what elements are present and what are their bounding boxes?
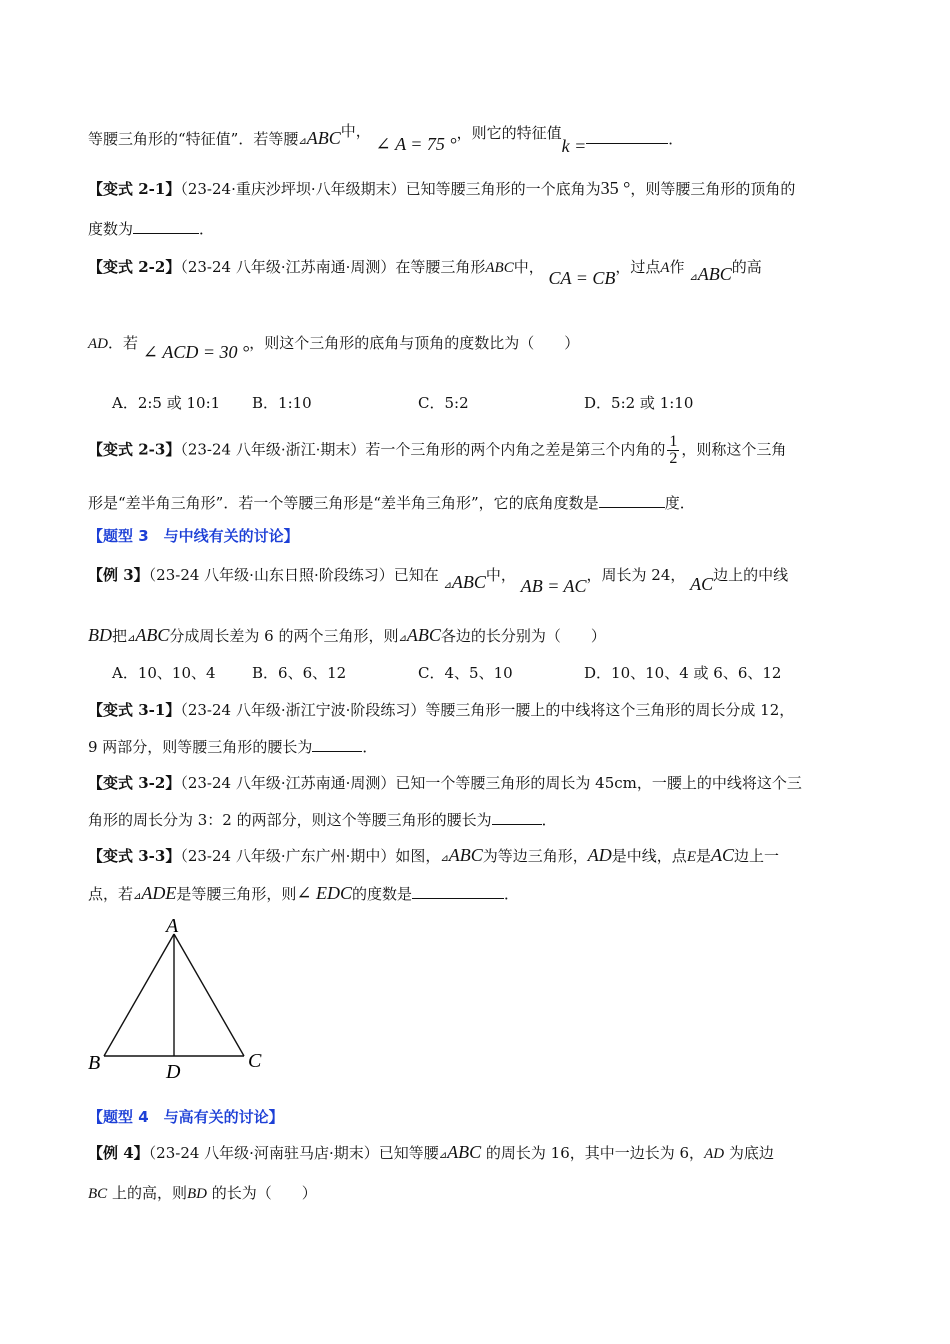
variant-3-1-tag: 【变式 3-1】 [88,701,181,719]
triangle-abc: ABC [306,128,341,148]
option-d[interactable]: D．5:2 或 1:10 [584,394,694,412]
variant-2-3-line2 [88,493,695,513]
intro-text-2: 中， [340,122,371,140]
example-4-text-2: 为底边 [724,1144,774,1162]
variant-3-1-end: ． [362,738,378,756]
variant-2-2-tag: 【变式 2-2】 [88,258,181,276]
intro-text: 等腰三角形的“特征值”．若等腰 [88,130,299,148]
angle-a-formula: ∠ A = 75 ° [375,134,457,154]
variant-3-3-text-7: 的度数是 [352,885,413,903]
variant-3-1-line2 [88,737,377,757]
angle-edc: ∠ EDC [296,883,353,903]
variant-3-2-line2 [88,810,557,830]
intro-line [88,122,684,156]
point-a: A [660,260,670,276]
answer-blank[interactable] [412,884,504,899]
section-heading-3: 【题型 3 与中线有关的讨论】 [88,527,299,545]
variant-2-3-line1 [88,434,786,467]
answer-blank[interactable] [312,737,362,752]
ca-equals-cb: CA = CB [548,268,616,288]
intro-end: ． [668,130,684,148]
triangle-abc: ABC [697,264,732,284]
example-4-line2 [88,1183,317,1204]
variant-2-3-text-2: 形是“差半角三角形”．若一个等腰三角形是“差半角三角形”，它的底角度数是 [88,494,599,512]
answer-blank[interactable] [492,810,542,825]
variant-2-1-line1 [88,178,795,199]
triangle-abc: ABC [406,625,441,645]
example-3-tag: 【例 3】 [88,566,149,584]
example-3-text: 中， [485,566,516,584]
fraction-numerator: 1 [669,433,678,450]
base-bc: BC [88,1186,108,1202]
triangle-symbol: ⊿ [298,136,307,147]
example-4-source: （23-24 八年级·河南驻马店·期末）已知等腰 [148,1144,439,1162]
triangle-abc: ABC [451,572,486,592]
variant-2-2-line2 [88,332,580,362]
example-3-question: 各边的长分别为（ ） [440,627,606,645]
variant-2-3-source: （23-24 八年级·浙江·期末）若一个三角形的两个内角之差是第三个内角的 [180,440,666,459]
answer-blank[interactable] [586,129,668,144]
variant-2-2-source: （23-24 八年级·江苏南通·周测）在等腰三角形 [180,258,486,276]
base-angle-value: 35 ° [600,178,631,198]
variant-2-2-text-4: 的高 [731,258,762,276]
example-4-tag: 【例 4】 [88,1144,149,1162]
variant-2-2-text-3: 作 [669,258,685,276]
triangle-symbol: ⊿ [443,580,452,591]
triangle-abc: ABC [485,260,514,276]
option-d[interactable]: D．10、10、4 或 6、6、12 [584,664,782,682]
triangle-abc: ABC [447,1142,482,1162]
altitude-ad: AD [704,1146,725,1162]
triangle-ade: ADE [141,883,177,903]
option-b[interactable]: B．6、6、12 [252,664,347,682]
variant-3-1-line1 [88,700,794,720]
variant-3-3-text-3: 是 [695,847,711,865]
intro-text-3: ，则它的特征值 [456,124,562,142]
example-3-text-3: 边上的中线 [713,566,789,584]
variant-2-1-end: ． [199,220,215,238]
side-ac: AC [690,574,714,594]
variant-2-3-tag: 【变式 2-3】 [88,440,181,459]
triangle-symbol: ⊿ [127,633,136,644]
triangle-abc: ABC [135,625,170,645]
example-4-text: 的周长为 16，其中一边长为 6， [481,1144,705,1162]
triangle-symbol: ⊿ [438,1150,448,1161]
example-4-question: 的长为（ ） [206,1184,317,1202]
triangle-symbol: ⊿ [440,853,449,864]
option-b[interactable]: B．1:10 [252,394,312,412]
triangle-figure [86,912,276,1082]
label-d: D [166,1061,181,1082]
median-bd: BD [88,625,112,645]
variant-3-3-source: （23-24 八年级·广东广州·期中）如图， [180,847,441,865]
variant-3-3-text: 为等边三角形， [482,847,588,865]
variant-3-1-text: （23-24 八年级·浙江宁波·阶段练习）等腰三角形一腰上的中线将这个三角形的周长分成 12， [180,701,795,719]
example-3-source: （23-24 八年级·山东日照·阶段练习）已知在 [148,566,439,584]
angle-acd-formula: ∠ ACD = 30 ° [142,342,250,362]
variant-3-3-tag: 【变式 3-3】 [88,847,181,865]
ab-equals-ac: AB = AC [520,576,587,596]
fraction-one-half [667,434,679,467]
option-c[interactable]: C．4、5、10 [418,664,513,682]
point-e: E [686,849,696,865]
option-a[interactable]: A．2:5 或 10:1 [112,394,221,412]
variant-2-2-text: 中， [513,258,544,276]
label-b: B [88,1052,101,1074]
variant-2-1-line2 [88,219,214,239]
option-a[interactable]: A．10、10、4 [112,664,216,682]
variant-3-3-text-6: 是等腰三角形，则 [176,885,297,903]
example-3-line2 [88,625,606,649]
variant-2-3-end: 度． [664,494,695,512]
k-variable: k = [561,136,587,156]
variant-2-1-text: ，则等腰三角形的顶角的 [630,180,796,198]
answer-blank[interactable] [133,219,199,234]
variant-3-2-text: （23-24 八年级·江苏南通·周测）已知一个等腰三角形的周长为 45cm，一腰上的中线将这个三 [180,774,802,792]
fraction-denominator: 2 [669,450,678,467]
variant-2-2-text-2: ，过点 [615,258,661,276]
variant-3-2-tag: 【变式 3-2】 [88,774,181,792]
variant-2-2-line1 [88,256,762,288]
variant-3-3-line2 [88,883,519,907]
variant-2-2-question: ，则这个三角形的底角与顶角的度数比为（ ） [249,334,580,352]
variant-2-2-text-5: ．若 [108,334,139,352]
segment-bd: BD [186,1186,207,1202]
example-3-text-4: 把 [112,627,128,645]
variant-3-2-text-2: 角形的周长分为 3：2 的两部分，则这个等腰三角形的腰长为 [88,811,492,829]
segment-ad: AD [88,336,108,352]
variant-3-1-text-2: 9 两部分，则等腰三角形的腰长为 [88,738,313,756]
median-ad: AD [587,845,612,865]
example-4-line1 [88,1142,774,1166]
triangle-symbol: ⊿ [398,633,407,644]
label-c: C [248,1050,262,1072]
variant-2-1-tag: 【变式 2-1】 [88,180,181,198]
label-a: A [166,915,179,937]
variant-3-3-line1 [88,845,779,869]
variant-3-2-end: ． [541,811,557,829]
variant-3-2-line1 [88,773,802,793]
variant-2-1-text-2: 度数为 [88,220,134,238]
variant-2-3-text: ，则称这个三角 [681,440,787,459]
side-ac: AC [711,845,735,865]
section-heading-4: 【题型 4 与高有关的讨论】 [88,1108,284,1126]
triangle-symbol: ⊿ [689,272,698,283]
example-4-text-3: 上的高，则 [107,1184,187,1202]
example-3-text-5: 分成周长差为 6 的两个三角形，则 [169,627,399,645]
option-c[interactable]: C．5:2 [418,394,469,412]
example-3-line1 [88,564,789,596]
triangle-symbol: ⊿ [133,891,142,902]
variant-3-3-text-5: 点，若 [88,885,134,903]
variant-3-3-text-2: 是中线，点 [611,847,687,865]
answer-blank[interactable] [599,493,665,508]
triangle-abc: ABC [448,845,483,865]
side-ab [104,934,174,1056]
variant-3-3-end: ． [504,885,520,903]
example-3-text-2: ，周长为 24， [586,566,686,584]
side-ac [174,934,244,1056]
variant-2-1-source: （23-24·重庆沙坪坝·八年级期末）已知等腰三角形的一个底角为 [180,180,601,198]
variant-3-3-text-4: 边上一 [734,847,780,865]
